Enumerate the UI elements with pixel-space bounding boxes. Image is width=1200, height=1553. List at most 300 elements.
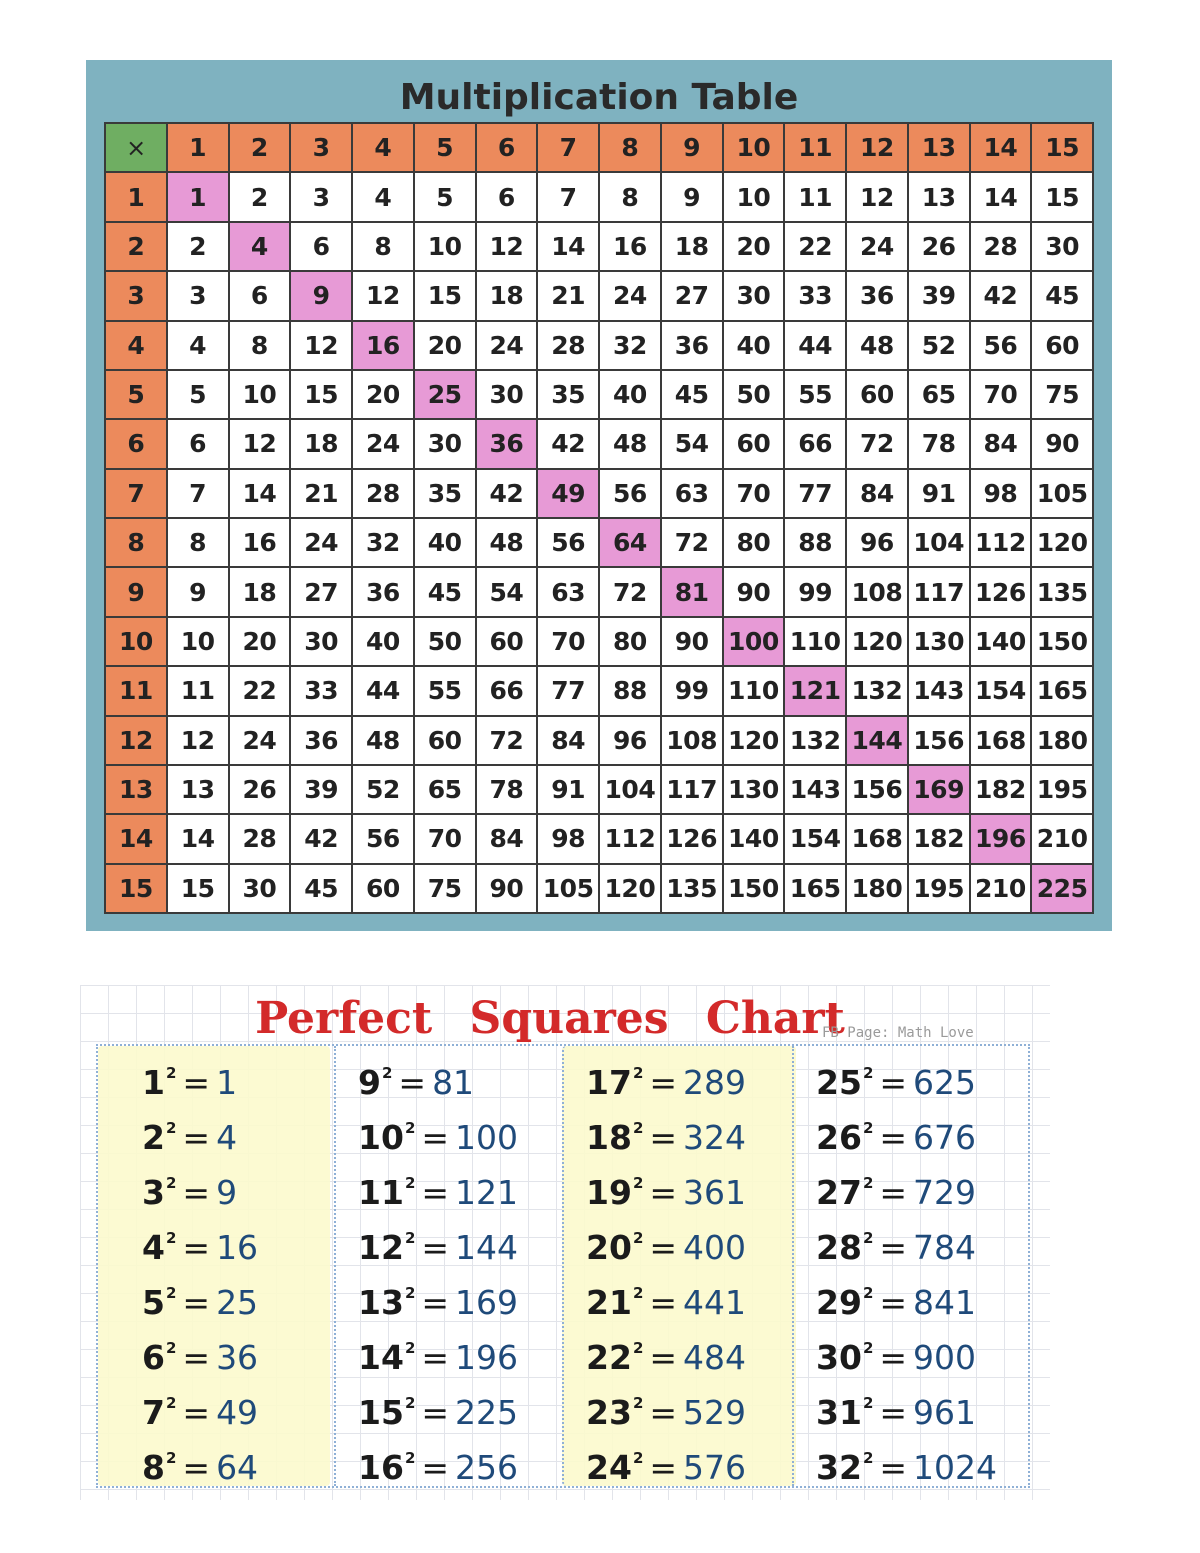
row-header-cell: 3 xyxy=(105,271,167,320)
square-result: 400 xyxy=(683,1228,747,1267)
product-cell: 10 xyxy=(229,370,291,419)
square-result: 4 xyxy=(216,1118,238,1157)
product-cell: 13 xyxy=(908,172,970,221)
product-cell: 5 xyxy=(167,370,229,419)
exponent: 2 xyxy=(862,1284,874,1302)
square-result: 81 xyxy=(432,1063,475,1102)
equals-sign: = xyxy=(649,1063,678,1102)
product-cell: 60 xyxy=(723,419,785,468)
product-cell: 77 xyxy=(537,666,599,715)
product-cell: 80 xyxy=(723,518,785,567)
column-header-cell: 8 xyxy=(599,123,661,172)
product-cell: 84 xyxy=(476,814,538,863)
exponent: 2 xyxy=(404,1449,416,1467)
product-cell: 28 xyxy=(537,321,599,370)
table-row xyxy=(105,518,1093,567)
exponent: 2 xyxy=(404,1284,416,1302)
product-cell: 30 xyxy=(1031,222,1093,271)
product-cell: 50 xyxy=(723,370,785,419)
product-cell: 12 xyxy=(229,419,291,468)
product-cell: 12 xyxy=(352,271,414,320)
exponent: 2 xyxy=(404,1339,416,1357)
table-row xyxy=(105,765,1093,814)
square-entry xyxy=(98,1266,330,1321)
product-cell: 30 xyxy=(723,271,785,320)
row-header-cell: 15 xyxy=(105,864,167,913)
row-header-cell: 9 xyxy=(105,567,167,616)
product-cell: 120 xyxy=(846,617,908,666)
table-row xyxy=(105,271,1093,320)
product-cell: 3 xyxy=(290,172,352,221)
product-cell: 6 xyxy=(476,172,538,221)
square-result: 961 xyxy=(913,1393,977,1432)
product-cell: 60 xyxy=(476,617,538,666)
table-row xyxy=(105,864,1093,913)
square-base: 13 xyxy=(358,1283,404,1322)
product-cell: 2 xyxy=(229,172,291,221)
product-cell: 42 xyxy=(537,419,599,468)
product-cell: 42 xyxy=(476,469,538,518)
square-base: 14 xyxy=(358,1338,404,1377)
exponent: 2 xyxy=(165,1174,177,1192)
square-result: 196 xyxy=(455,1338,519,1377)
equals-sign: = xyxy=(182,1118,211,1157)
square-entry xyxy=(564,1321,796,1376)
table-row xyxy=(105,419,1093,468)
squares-column-3 xyxy=(562,1046,796,1486)
equals-sign: = xyxy=(182,1393,211,1432)
square-entry xyxy=(794,1266,1026,1321)
equals-sign: = xyxy=(182,1448,211,1487)
exponent: 2 xyxy=(165,1339,177,1357)
product-cell: 120 xyxy=(599,864,661,913)
product-cell: 14 xyxy=(229,469,291,518)
column-header-cell: 9 xyxy=(661,123,723,172)
product-cell: 210 xyxy=(970,864,1032,913)
equals-sign: = xyxy=(649,1393,678,1432)
product-cell: 154 xyxy=(970,666,1032,715)
product-cell: 10 xyxy=(723,172,785,221)
column-header-cell: 12 xyxy=(846,123,908,172)
product-cell: 65 xyxy=(908,370,970,419)
product-cell: 40 xyxy=(599,370,661,419)
product-cell: 20 xyxy=(723,222,785,271)
product-cell: 21 xyxy=(290,469,352,518)
product-cell: 105 xyxy=(1031,469,1093,518)
squares-column-1 xyxy=(98,1046,330,1486)
row-header-cell: 6 xyxy=(105,419,167,468)
square-entry xyxy=(336,1046,568,1101)
square-entry xyxy=(98,1321,330,1376)
product-cell: 15 xyxy=(167,864,229,913)
product-cell: 108 xyxy=(846,567,908,616)
square-entry xyxy=(336,1376,568,1431)
product-cell: 98 xyxy=(537,814,599,863)
exponent: 2 xyxy=(632,1449,644,1467)
squares-column-4 xyxy=(792,1046,1026,1486)
column-header-cell: 7 xyxy=(537,123,599,172)
equals-sign: = xyxy=(421,1338,450,1377)
square-result: 25 xyxy=(216,1283,259,1322)
multiplication-table-title: Multiplication Table xyxy=(399,77,799,118)
product-cell: 132 xyxy=(784,716,846,765)
square-product-cell: 49 xyxy=(537,469,599,518)
product-cell: 165 xyxy=(784,864,846,913)
product-cell: 12 xyxy=(167,716,229,765)
product-cell: 56 xyxy=(599,469,661,518)
product-cell: 27 xyxy=(661,271,723,320)
product-cell: 90 xyxy=(1031,419,1093,468)
square-entry xyxy=(336,1321,568,1376)
square-entry xyxy=(794,1211,1026,1266)
table-row xyxy=(105,617,1093,666)
product-cell: 72 xyxy=(661,518,723,567)
header-row xyxy=(105,123,1093,172)
square-product-cell: 121 xyxy=(784,666,846,715)
square-base: 10 xyxy=(358,1118,404,1157)
square-base: 31 xyxy=(816,1393,862,1432)
product-cell: 11 xyxy=(167,666,229,715)
equals-sign: = xyxy=(182,1173,211,1212)
square-base: 19 xyxy=(586,1173,632,1212)
square-entry xyxy=(794,1321,1026,1376)
table-row xyxy=(105,814,1093,863)
square-product-cell: 1 xyxy=(167,172,229,221)
square-entry xyxy=(98,1211,330,1266)
square-result: 256 xyxy=(455,1448,519,1487)
square-entry xyxy=(98,1101,330,1156)
square-result: 784 xyxy=(913,1228,977,1267)
product-cell: 18 xyxy=(290,419,352,468)
square-entry xyxy=(794,1431,1026,1486)
product-cell: 48 xyxy=(599,419,661,468)
product-cell: 32 xyxy=(599,321,661,370)
product-cell: 70 xyxy=(723,469,785,518)
product-cell: 154 xyxy=(784,814,846,863)
product-cell: 42 xyxy=(290,814,352,863)
product-cell: 42 xyxy=(970,271,1032,320)
product-cell: 110 xyxy=(723,666,785,715)
product-cell: 10 xyxy=(167,617,229,666)
product-cell: 4 xyxy=(167,321,229,370)
square-result: 1 xyxy=(216,1063,238,1102)
product-cell: 50 xyxy=(414,617,476,666)
product-cell: 24 xyxy=(599,271,661,320)
equals-sign: = xyxy=(421,1283,450,1322)
product-cell: 39 xyxy=(290,765,352,814)
square-result: 169 xyxy=(455,1283,519,1322)
product-cell: 36 xyxy=(352,567,414,616)
product-cell: 24 xyxy=(846,222,908,271)
product-cell: 18 xyxy=(229,567,291,616)
product-cell: 40 xyxy=(414,518,476,567)
exponent: 2 xyxy=(404,1229,416,1247)
product-cell: 36 xyxy=(290,716,352,765)
product-cell: 72 xyxy=(846,419,908,468)
equals-sign: = xyxy=(649,1173,678,1212)
product-cell: 77 xyxy=(784,469,846,518)
square-entry xyxy=(564,1046,796,1101)
product-cell: 140 xyxy=(723,814,785,863)
square-base: 7 xyxy=(142,1393,165,1432)
product-cell: 45 xyxy=(1031,271,1093,320)
product-cell: 135 xyxy=(1031,567,1093,616)
product-cell: 60 xyxy=(352,864,414,913)
equals-sign: = xyxy=(421,1228,450,1267)
row-header-cell: 7 xyxy=(105,469,167,518)
square-entry xyxy=(564,1156,796,1211)
square-base: 6 xyxy=(142,1338,165,1377)
product-cell: 90 xyxy=(476,864,538,913)
product-cell: 63 xyxy=(537,567,599,616)
product-cell: 140 xyxy=(970,617,1032,666)
equals-sign: = xyxy=(421,1448,450,1487)
square-product-cell: 36 xyxy=(476,419,538,468)
product-cell: 30 xyxy=(229,864,291,913)
product-cell: 96 xyxy=(846,518,908,567)
product-cell: 54 xyxy=(476,567,538,616)
equals-sign: = xyxy=(879,1393,908,1432)
product-cell: 108 xyxy=(661,716,723,765)
equals-sign: = xyxy=(879,1118,908,1157)
square-base: 17 xyxy=(586,1063,632,1102)
square-base: 22 xyxy=(586,1338,632,1377)
row-header-cell: 8 xyxy=(105,518,167,567)
product-cell: 60 xyxy=(846,370,908,419)
product-cell: 88 xyxy=(784,518,846,567)
row-header-cell: 1 xyxy=(105,172,167,221)
exponent: 2 xyxy=(165,1284,177,1302)
product-cell: 20 xyxy=(414,321,476,370)
product-cell: 72 xyxy=(476,716,538,765)
square-product-cell: 9 xyxy=(290,271,352,320)
product-cell: 14 xyxy=(167,814,229,863)
square-result: 576 xyxy=(683,1448,747,1487)
square-entry xyxy=(794,1156,1026,1211)
product-cell: 99 xyxy=(784,567,846,616)
product-cell: 143 xyxy=(908,666,970,715)
square-result: 64 xyxy=(216,1448,259,1487)
table-row xyxy=(105,716,1093,765)
product-cell: 14 xyxy=(537,222,599,271)
perfect-squares-card xyxy=(80,985,1050,1500)
product-cell: 24 xyxy=(352,419,414,468)
column-header-cell: 5 xyxy=(414,123,476,172)
product-cell: 20 xyxy=(352,370,414,419)
exponent: 2 xyxy=(862,1174,874,1192)
product-cell: 112 xyxy=(599,814,661,863)
product-cell: 55 xyxy=(414,666,476,715)
exponent: 2 xyxy=(165,1064,177,1082)
exponent: 2 xyxy=(632,1229,644,1247)
square-result: 36 xyxy=(216,1338,259,1377)
exponent: 2 xyxy=(632,1339,644,1357)
row-header-cell: 4 xyxy=(105,321,167,370)
exponent: 2 xyxy=(404,1394,416,1412)
square-entry xyxy=(794,1376,1026,1431)
square-base: 1 xyxy=(142,1063,165,1102)
product-cell: 165 xyxy=(1031,666,1093,715)
product-cell: 56 xyxy=(352,814,414,863)
square-entry xyxy=(564,1101,796,1156)
equals-sign: = xyxy=(421,1173,450,1212)
square-product-cell: 144 xyxy=(846,716,908,765)
product-cell: 66 xyxy=(476,666,538,715)
product-cell: 30 xyxy=(414,419,476,468)
equals-sign: = xyxy=(649,1338,678,1377)
product-cell: 5 xyxy=(414,172,476,221)
square-entry xyxy=(794,1046,1026,1101)
product-cell: 72 xyxy=(599,567,661,616)
square-result: 9 xyxy=(216,1173,238,1212)
product-cell: 36 xyxy=(661,321,723,370)
square-product-cell: 16 xyxy=(352,321,414,370)
perfect-squares-title: Perfect Squares Chart xyxy=(255,993,845,1044)
square-base: 27 xyxy=(816,1173,862,1212)
product-cell: 28 xyxy=(229,814,291,863)
exponent: 2 xyxy=(404,1119,416,1137)
product-cell: 84 xyxy=(846,469,908,518)
product-cell: 98 xyxy=(970,469,1032,518)
equals-sign: = xyxy=(879,1228,908,1267)
product-cell: 168 xyxy=(846,814,908,863)
product-cell: 7 xyxy=(537,172,599,221)
product-cell: 35 xyxy=(414,469,476,518)
equals-sign: = xyxy=(649,1448,678,1487)
product-cell: 11 xyxy=(784,172,846,221)
product-cell: 20 xyxy=(229,617,291,666)
square-base: 26 xyxy=(816,1118,862,1157)
product-cell: 110 xyxy=(784,617,846,666)
product-cell: 132 xyxy=(846,666,908,715)
square-base: 15 xyxy=(358,1393,404,1432)
equals-sign: = xyxy=(649,1118,678,1157)
square-result: 361 xyxy=(683,1173,747,1212)
row-header-cell: 2 xyxy=(105,222,167,271)
product-cell: 60 xyxy=(414,716,476,765)
exponent: 2 xyxy=(381,1064,393,1082)
table-row xyxy=(105,370,1093,419)
column-header-cell: 1 xyxy=(167,123,229,172)
product-cell: 16 xyxy=(229,518,291,567)
product-cell: 39 xyxy=(908,271,970,320)
table-row xyxy=(105,321,1093,370)
column-header-cell: 13 xyxy=(908,123,970,172)
square-base: 28 xyxy=(816,1228,862,1267)
square-result: 16 xyxy=(216,1228,259,1267)
square-base: 29 xyxy=(816,1283,862,1322)
product-cell: 9 xyxy=(661,172,723,221)
product-cell: 104 xyxy=(599,765,661,814)
product-cell: 70 xyxy=(414,814,476,863)
product-cell: 6 xyxy=(167,419,229,468)
square-base: 3 xyxy=(142,1173,165,1212)
equals-sign: = xyxy=(182,1228,211,1267)
equals-sign: = xyxy=(649,1228,678,1267)
square-result: 841 xyxy=(913,1283,977,1322)
product-cell: 40 xyxy=(723,321,785,370)
exponent: 2 xyxy=(165,1229,177,1247)
square-product-cell: 196 xyxy=(970,814,1032,863)
product-cell: 80 xyxy=(599,617,661,666)
product-cell: 78 xyxy=(908,419,970,468)
column-header-cell: 14 xyxy=(970,123,1032,172)
product-cell: 48 xyxy=(352,716,414,765)
multiply-sign-cell: × xyxy=(105,123,167,172)
square-product-cell: 225 xyxy=(1031,864,1093,913)
column-header-cell: 3 xyxy=(290,123,352,172)
square-base: 20 xyxy=(586,1228,632,1267)
product-cell: 8 xyxy=(352,222,414,271)
product-cell: 45 xyxy=(290,864,352,913)
square-result: 100 xyxy=(455,1118,519,1157)
equals-sign: = xyxy=(879,1448,908,1487)
product-cell: 56 xyxy=(970,321,1032,370)
exponent: 2 xyxy=(165,1119,177,1137)
square-base: 4 xyxy=(142,1228,165,1267)
square-base: 25 xyxy=(816,1063,862,1102)
product-cell: 105 xyxy=(537,864,599,913)
multiplication-table-card xyxy=(86,60,1112,931)
exponent: 2 xyxy=(862,1229,874,1247)
product-cell: 36 xyxy=(846,271,908,320)
product-cell: 22 xyxy=(229,666,291,715)
square-result: 441 xyxy=(683,1283,747,1322)
product-cell: 35 xyxy=(537,370,599,419)
square-result: 484 xyxy=(683,1338,747,1377)
product-cell: 3 xyxy=(167,271,229,320)
product-cell: 14 xyxy=(970,172,1032,221)
product-cell: 7 xyxy=(167,469,229,518)
exponent: 2 xyxy=(632,1119,644,1137)
square-result: 625 xyxy=(913,1063,977,1102)
product-cell: 44 xyxy=(352,666,414,715)
square-entry xyxy=(98,1376,330,1431)
equals-sign: = xyxy=(182,1338,211,1377)
product-cell: 24 xyxy=(290,518,352,567)
product-cell: 66 xyxy=(784,419,846,468)
product-cell: 12 xyxy=(290,321,352,370)
product-cell: 195 xyxy=(1031,765,1093,814)
product-cell: 28 xyxy=(352,469,414,518)
exponent: 2 xyxy=(165,1449,177,1467)
square-product-cell: 64 xyxy=(599,518,661,567)
square-result: 529 xyxy=(683,1393,747,1432)
product-cell: 126 xyxy=(970,567,1032,616)
product-cell: 30 xyxy=(290,617,352,666)
product-cell: 18 xyxy=(476,271,538,320)
product-cell: 26 xyxy=(229,765,291,814)
exponent: 2 xyxy=(165,1394,177,1412)
product-cell: 6 xyxy=(290,222,352,271)
square-entry xyxy=(564,1376,796,1431)
product-cell: 12 xyxy=(476,222,538,271)
table-row xyxy=(105,567,1093,616)
product-cell: 120 xyxy=(1031,518,1093,567)
square-entry xyxy=(564,1266,796,1321)
product-cell: 90 xyxy=(661,617,723,666)
table-row xyxy=(105,222,1093,271)
square-entry xyxy=(336,1431,568,1486)
square-entry xyxy=(336,1101,568,1156)
square-product-cell: 81 xyxy=(661,567,723,616)
square-entry xyxy=(98,1156,330,1211)
product-cell: 15 xyxy=(290,370,352,419)
product-cell: 180 xyxy=(1031,716,1093,765)
product-cell: 33 xyxy=(290,666,352,715)
product-cell: 55 xyxy=(784,370,846,419)
exponent: 2 xyxy=(862,1394,874,1412)
